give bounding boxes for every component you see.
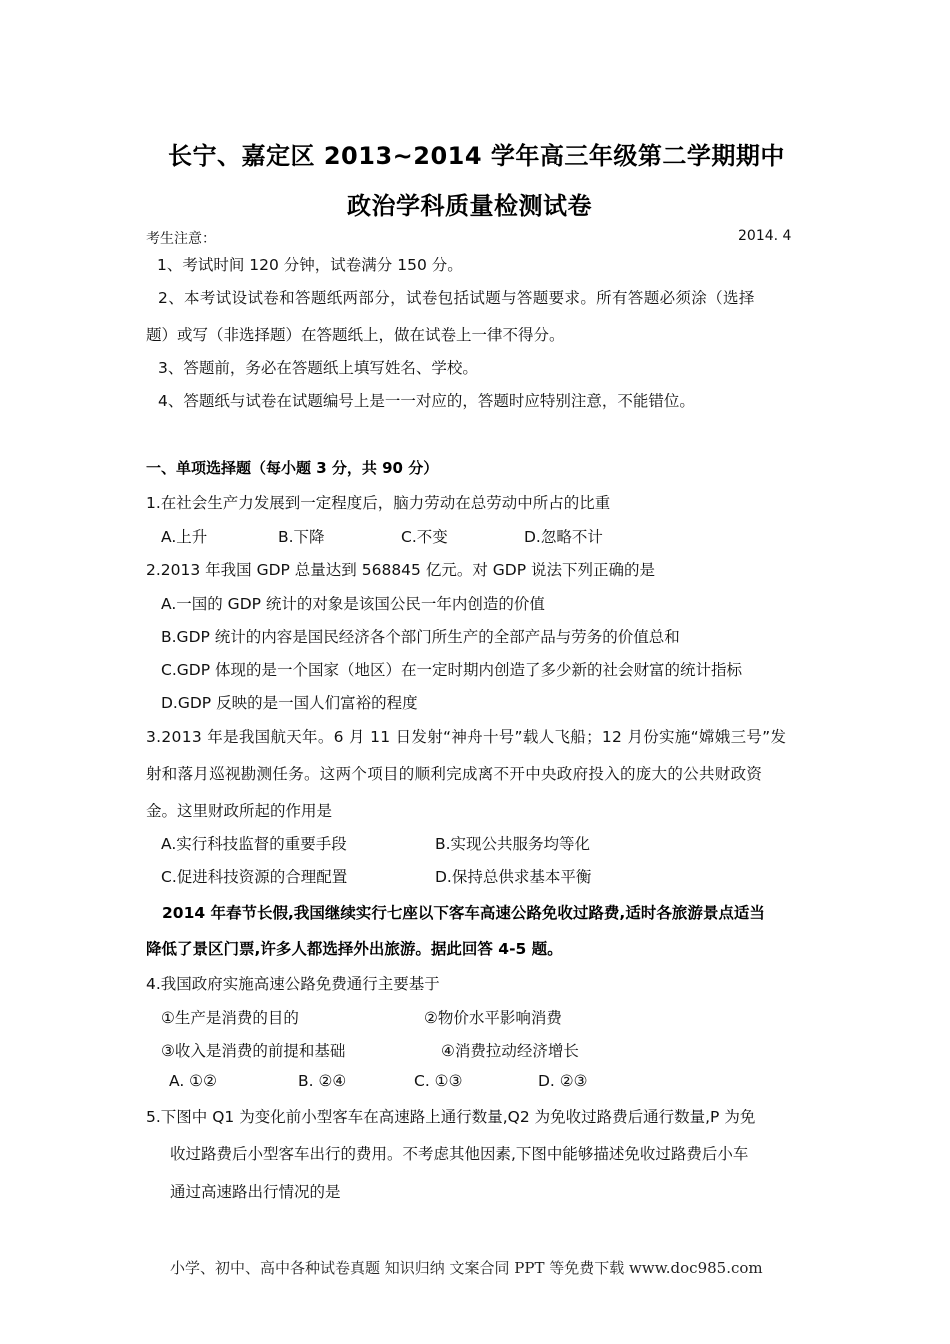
notice-item-4: 4、答题纸与试卷在试题编号上是一一对应的，答题时应特别注意，不能错位。 — [158, 392, 695, 410]
notice-item-2-cont: 题）或写（非选择题）在答题纸上，做在试卷上一律不得分。 — [146, 326, 565, 344]
q1-stem: 1.在社会生产力发展到一定程度后，脑力劳动在总劳动中所占的比重 — [146, 494, 611, 512]
q1-option-d: D.忽略不计 — [524, 528, 603, 546]
q2-option-b: B.GDP 统计的内容是国民经济各个部门所生产的全部产品与劳务的价值总和 — [161, 628, 680, 646]
q4-option-b: B. ②④ — [298, 1072, 347, 1090]
q1-option-c: C.不变 — [401, 528, 448, 546]
notice-item-3: 3、答题前，务必在答题纸上填写姓名、学校。 — [158, 359, 478, 377]
q3-option-a: A.实行科技监督的重要手段 — [161, 835, 347, 853]
q5-stem-line3: 通过高速路出行情况的是 — [170, 1183, 341, 1201]
exam-title-line2: 政治学科质量检测试卷 — [347, 192, 592, 220]
q2-option-a: A.一国的 GDP 统计的对象是该国公民一年内创造的价值 — [161, 595, 545, 613]
exam-title-line1: 长宁、嘉定区 2013~2014 学年高三年级第二学期期中 — [168, 142, 785, 170]
exam-date: 2014. 4 — [738, 228, 792, 244]
q4-stem: 4.我国政府实施高速公路免费通行主要基于 — [146, 975, 440, 993]
q3-stem-line3: 金。这里财政所起的作用是 — [146, 802, 333, 820]
q4-option-d: D. ②③ — [538, 1072, 588, 1090]
q1-option-a: A.上升 — [161, 528, 208, 546]
section-heading: 一、单项选择题（每小题 3 分，共 90 分） — [146, 459, 439, 477]
q2-option-d: D.GDP 反映的是一国人们富裕的程度 — [161, 694, 418, 712]
q3-option-c: C.促进科技资源的合理配置 — [161, 868, 348, 886]
q5-stem-line2: 收过路费后小型客车出行的费用。不考虑其他因素,下图中能够描述免收过路费后小车 — [170, 1145, 749, 1163]
notice-item-1: 1、考试时间 120 分钟，试卷满分 150 分。 — [157, 256, 463, 274]
footer-download-note: 小学、初中、高中各种试卷真题 知识归纳 文案合同 PPT 等免费下载 www.doc985.com — [170, 1259, 763, 1277]
notice-label: 考生注意： — [146, 231, 216, 247]
q1-option-b: B.下降 — [278, 528, 325, 546]
q2-option-c: C.GDP 体现的是一个国家（地区）在一定时期内创造了多少新的社会财富的统计指标 — [161, 661, 742, 679]
q5-stem-line1: 5.下图中 Q1 为变化前小型客车在高速路上通行数量,Q2 为免收过路费后通行数量,P 为免 — [146, 1108, 756, 1126]
q4-item-1: ①生产是消费的目的 — [161, 1009, 299, 1027]
q4-option-c: C. ①③ — [414, 1072, 463, 1090]
q4-option-a: A. ①② — [169, 1072, 217, 1090]
notice-item-2: 2、本考试设试卷和答题纸两部分，试卷包括试题与答题要求。所有答题必须涂（选择 — [158, 289, 755, 307]
q3-stem-line1: 3.2013 年是我国航天年。6 月 11 日发射“神舟十号”载人飞船；12 月份实施“嫦娥三号”发 — [146, 728, 787, 746]
q4-item-2: ②物价水平影响消费 — [424, 1009, 562, 1027]
q3-stem-line2: 射和落月巡视勘测任务。这两个项目的顺利完成离不开中央政府投入的庞大的公共财政资 — [146, 765, 763, 783]
material-line1: 2014 年春节长假,我国继续实行七座以下客车高速公路免收过路费,适时各旅游景点适当 — [162, 904, 765, 922]
q4-item-4: ④消费拉动经济增长 — [441, 1042, 579, 1060]
q4-item-3: ③收入是消费的前提和基础 — [161, 1042, 346, 1060]
q2-stem: 2.2013 年我国 GDP 总量达到 568845 亿元。对 GDP 说法下列正确的是 — [146, 561, 655, 579]
q3-option-d: D.保持总供求基本平衡 — [435, 868, 592, 886]
q3-option-b: B.实现公共服务均等化 — [435, 835, 591, 853]
material-line2: 降低了景区门票,许多人都选择外出旅游。据此回答 4-5 题。 — [146, 940, 563, 958]
